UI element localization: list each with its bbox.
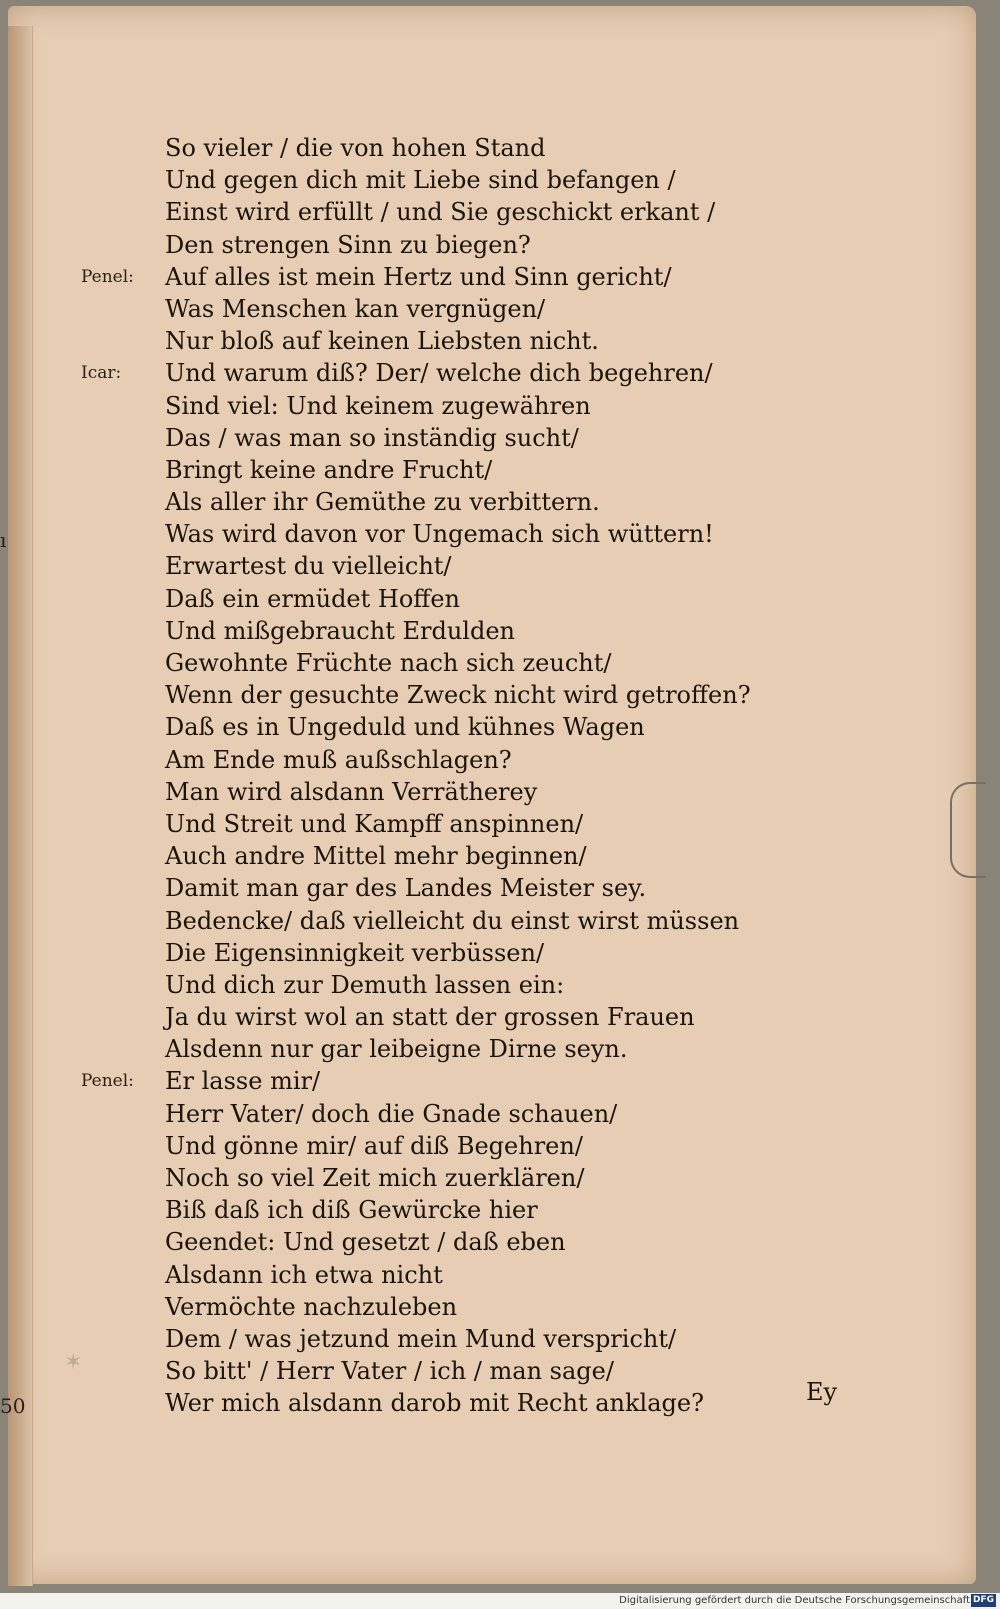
verse-line [165, 1130, 865, 1162]
verse-line [165, 1259, 865, 1291]
page-clip-mark [950, 782, 986, 878]
verse-text-line: Die Eigensinnigkeit verbüssen/ [165, 938, 545, 967]
verse-text-line: Und warum diß? Der/ welche dich begehren/ [165, 359, 713, 388]
verse-text-line: Und Streit und Kampff anspinnen/ [165, 809, 584, 838]
verse-text-line: Und gegen dich mit Liebe sind befangen / [165, 166, 676, 195]
verse-line [165, 325, 865, 357]
verse-text-line: Dem / was jetzund mein Mund verspricht/ [165, 1324, 677, 1353]
page-number: 50 [0, 1394, 26, 1418]
funding-notice: Digitalisierung gefördert durch die Deutsche Forschungsgemeinschaft [619, 1595, 970, 1606]
verse-line [165, 486, 865, 518]
verse-text-line: Und dich zur Demuth lassen ein: [165, 970, 565, 999]
verse-line [165, 1291, 865, 1323]
verse-text-line: Biß daß ich diß Gewürcke hier [165, 1196, 538, 1225]
verse-text-line: Was Menschen kan vergnügen/ [165, 294, 546, 323]
verse-text-line: Damit man gar des Landes Meister sey. [165, 874, 647, 903]
verse-line [165, 1194, 865, 1226]
verse-line [165, 164, 865, 196]
verse-line [165, 583, 865, 615]
verse-line [165, 937, 865, 969]
verse-line [165, 454, 865, 486]
verse-line [81, 261, 865, 293]
verse-text-line: Was wird davon vor Ungemach sich wüttern! [165, 520, 714, 549]
verse-text-line: Auf alles ist mein Hertz und Sinn gericht/ [165, 262, 672, 291]
verse-text-line: Und gönne mir/ auf diß Begehren/ [165, 1131, 583, 1160]
verse-text-line: Sind viel: Und keinem zugewähren [165, 391, 591, 420]
verse-line [165, 1162, 865, 1194]
verse-text-line: Alsdann ich etwa nicht [165, 1260, 443, 1289]
verse-line [165, 905, 865, 937]
speaker-label: Icar: [81, 363, 122, 384]
verse-line [165, 872, 865, 904]
verse-text-line: Am Ende muß außschlagen? [165, 745, 512, 774]
verse-text-line: Herr Vater/ doch die Gnade schauen/ [165, 1099, 618, 1128]
verse-line [165, 422, 865, 454]
verse-text-line: Vermöchte nachzuleben [165, 1292, 458, 1321]
verse-line [165, 808, 865, 840]
verse-line [165, 1355, 865, 1387]
page-gutter [8, 26, 33, 1586]
verse-text-line: Bedencke/ daß vielleicht du einst wirst müssen [165, 906, 740, 935]
margin-mark: ı [0, 528, 7, 552]
verse-line [165, 711, 865, 743]
verse-text-line: Geendet: Und gesetzt / daß eben [165, 1228, 566, 1257]
verse-text-line: Auch andre Mittel mehr beginnen/ [165, 842, 587, 871]
verse-text [81, 132, 865, 1420]
verse-line [165, 969, 865, 1001]
footer-bar [0, 1593, 1000, 1609]
verse-line [165, 196, 865, 228]
verse-text-line: Wenn der gesuchte Zweck nicht wird getroffen? [165, 681, 751, 710]
verse-line [165, 132, 865, 164]
verse-line [81, 357, 865, 389]
verse-text-line: Nur bloß auf keinen Liebsten nicht. [165, 327, 599, 356]
verse-text-line: Er lasse mir/ [165, 1067, 321, 1096]
verse-text-line: So bitt' / Herr Vater / ich / man sage/ [165, 1357, 614, 1386]
verse-line [165, 1001, 865, 1033]
verse-text-line: Den strengen Sinn zu biegen? [165, 230, 531, 259]
speaker-label: Penel: [81, 1071, 134, 1092]
catchword: Ey [806, 1378, 838, 1406]
verse-text-line: Und mißgebraucht Erdulden [165, 616, 515, 645]
verse-line [165, 647, 865, 679]
verse-line [165, 679, 865, 711]
dfg-logo: DFG [972, 1595, 994, 1605]
verse-line [165, 518, 865, 550]
verse-line [165, 744, 865, 776]
verse-text-line: Erwartest du vielleicht/ [165, 552, 452, 581]
verse-line [165, 1323, 865, 1355]
verse-text-line: Man wird alsdann Verrätherey [165, 777, 538, 806]
verse-text-line: Daß es in Ungeduld und kühnes Wagen [165, 713, 645, 742]
verse-text-line: Ja du wirst wol an statt der grossen Frauen [165, 1003, 695, 1032]
verse-line [165, 776, 865, 808]
verse-text-line: Wer mich alsdann darob mit Recht anklage? [165, 1389, 704, 1418]
verse-line [165, 1033, 865, 1065]
verse-line [165, 615, 865, 647]
verse-text-line: Gewohnte Früchte nach sich zeucht/ [165, 649, 612, 677]
verse-line [165, 1098, 865, 1130]
verse-text-line: Einst wird erfüllt / und Sie geschickt erkant / [165, 198, 716, 227]
verse-line [165, 229, 865, 261]
verse-text-line: Alsdenn nur gar leibeigne Dirne seyn. [165, 1035, 628, 1064]
verse-text-line: Daß ein ermüdet Hoffen [165, 584, 460, 613]
library-stamp: ✶ [64, 1350, 83, 1375]
verse-line [165, 1387, 865, 1419]
verse-text-line: So vieler / die von hohen Stand [165, 134, 546, 162]
verse-text-line: Das / was man so inständig sucht/ [165, 423, 579, 452]
verse-line [165, 293, 865, 325]
verse-text-line: Noch so viel Zeit mich zuerklären/ [165, 1164, 585, 1192]
verse-text-line: Als aller ihr Gemüthe zu verbittern. [165, 488, 600, 517]
verse-text-line: Bringt keine andre Frucht/ [165, 455, 493, 484]
verse-line [165, 550, 865, 582]
verse-line [165, 1226, 865, 1258]
verse-line [165, 840, 865, 872]
verse-line [81, 1065, 865, 1097]
verse-line [165, 390, 865, 422]
speaker-label: Penel: [81, 266, 134, 287]
